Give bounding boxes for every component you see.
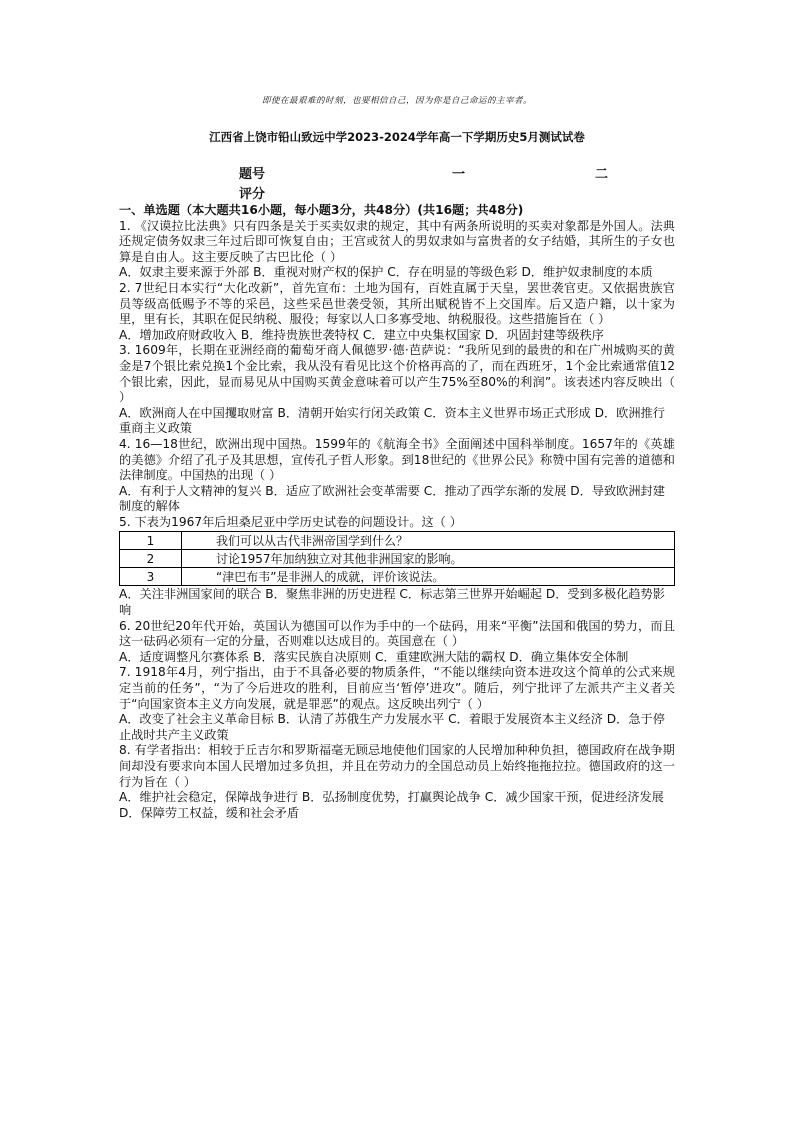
question-3: 3. 1609年，长期在亚洲经商的葡萄牙商人佩德罗·德·芭萨说：“我所见到的最贵的和在广州城购买的黄金是7个银比索兑换1个金比索，我从没有看见比这个价格再高的了，而在西班牙，1个金比索通常值12个银比索，因此，显而易见从中国购买黄金意味着可以产生75%至80%的利润”。该表述内容反映出（ ）: [119, 343, 675, 405]
question-5-table: [119, 531, 675, 586]
table-cell-num: 2: [120, 550, 182, 568]
question-7-options: A．改变了社会主义革命目标 B．认清了苏俄生产力发展水平 C．着眼于发展资本主义经济 D．急于停止战时共产主义政策: [119, 712, 665, 742]
question-2: 2. 7世纪日本实行“大化改新”，首先宣布：土地为国有，百姓直属于天皇，罢世袭官吏。又依据贵族官员等级高低赐予不等的采邑，这些采邑世袭受领，其所出赋税皆不上交国库。后又造户籍，以十家为里，里有长，其职在促民纳税、服役；每家以人口多寡受地、纳税服役。这些措施旨在（ ）: [119, 280, 675, 327]
table-row: [120, 532, 675, 550]
score-col-1: 一: [452, 167, 466, 182]
score-table: [119, 163, 675, 203]
question-2-options: A．增加政府财政收入 B．维持贵族世袭特权 C．建立中央集权国家 D．巩固封建等级秩序: [119, 327, 604, 342]
table-row: [120, 550, 675, 568]
table-cell-num: 1: [120, 532, 182, 550]
question-4-options: A．有利于人文精神的复兴 B．适应了欧洲社会变革需要 C．推动了西学东渐的发展 D．导致欧洲封建制度的解体: [119, 483, 665, 514]
question-6: 6. 20世纪20年代开始，英国认为德国可以作为手中的一个砝码，用来“平衡”法国和俄国的势力，而且这一砝码必须有一定的分量，否则难以达成目的。英国意在（ ）: [119, 618, 675, 649]
exam-page: [119, 94, 675, 821]
table-cell-text: 讨论1957年加纳独立对其他非洲国家的影响。: [182, 550, 675, 568]
table-cell-text: 我们可以从古代非洲帝国学到什么？: [182, 532, 675, 550]
score-row-label: 评分: [239, 187, 266, 202]
question-5: 5. 下表为1967年后坦桑尼亚中学历史试卷的问题设计。这（ ）: [119, 514, 462, 529]
section-heading: 一、单选题（本大题共16小题，每小题3分，共48分）(共16题；共48分): [119, 203, 524, 217]
question-7: 7. 1918年4月，列宁指出，由于不具备必要的物质条件，“不能以继续向资本进攻这个简单的公式来规定当前的任务”，“为了今后进攻的胜利，目前应当‘暂停’进攻”。随后，列宁批评了左派共产主义者关于“向国家资本主义方向发展，就是罪恶”的观点。这反映出列宁（ ）: [119, 665, 675, 711]
question-8: 8. 有学者指出：相较于丘吉尔和罗斯福毫无顾忌地使他们国家的人民增加种种负担，德国政府在战争期间却没有要求向本国人民增加过多负担，并且在劳动力的全国总动员上始终拖拖拉拉。德国政府的这一行为旨在（ ）: [119, 743, 675, 789]
question-3-options: A．欧洲商人在中国攫取财富 B．清朝开始实行闭关政策 C．资本主义世界市场正式形成 D．欧洲推行重商主义政策: [119, 405, 665, 436]
score-header-label: 题号: [239, 167, 266, 182]
table-row: [120, 568, 675, 586]
page-title: 江西省上饶市铅山致远中学2023-2024学年高一下学期历史5月测试试卷: [209, 130, 585, 144]
table-cell-num: 3: [120, 568, 182, 586]
question-6-options: A．适度调整凡尔赛体系 B．落实民族自决原则 C．重建欧洲大陆的霸权 D．确立集体安全体制: [119, 649, 629, 664]
question-8-options: A．维护社会稳定，保障战争进行 B．弘扬制度优势，打赢舆论战争 C．减少国家干预，促进经济发展 D．保障劳工权益，缓和社会矛盾: [119, 790, 664, 820]
question-1: 1. 《汉谟拉比法典》只有四条是关于买卖奴隶的规定，其中有两条所说明的买卖对象都是外国人。法典还规定债务奴隶三年过后即可恢复自由；王宫或贫人的男奴隶如与富贵者的女子结婚，其所生的子女也算是自由人。这主要反映了古巴比伦（ ）: [119, 218, 675, 264]
motto: 即使在最艰难的时刻，也要相信自己，因为你是自己命运的主宰者。: [261, 96, 532, 106]
question-1-options: A．奴隶主要来源于外部 B．重视对财产权的保护 C．存在明显的等级色彩 D．维护奴隶制度的本质: [119, 265, 653, 280]
question-4: 4. 16—18世纪，欧洲出现中国热。1599年的《航海全书》全面阐述中国科举制度。1657年的《英雄的美德》介绍了孔子及其思想，宣传孔子哲人形象。到18世纪的《世界公民》称赞中国有完善的道德和法律制度。中国热的出现（ ）: [119, 436, 675, 483]
score-col-2: 二: [595, 167, 609, 182]
table-cell-text: “津巴布韦”是非洲人的成就，评价该说法。: [182, 568, 675, 586]
question-5-options: A．关注非洲国家间的联合 B．聚焦非洲的历史进程 C．标志第三世界开始崛起 D．受到多极化趋势影响: [119, 587, 665, 618]
